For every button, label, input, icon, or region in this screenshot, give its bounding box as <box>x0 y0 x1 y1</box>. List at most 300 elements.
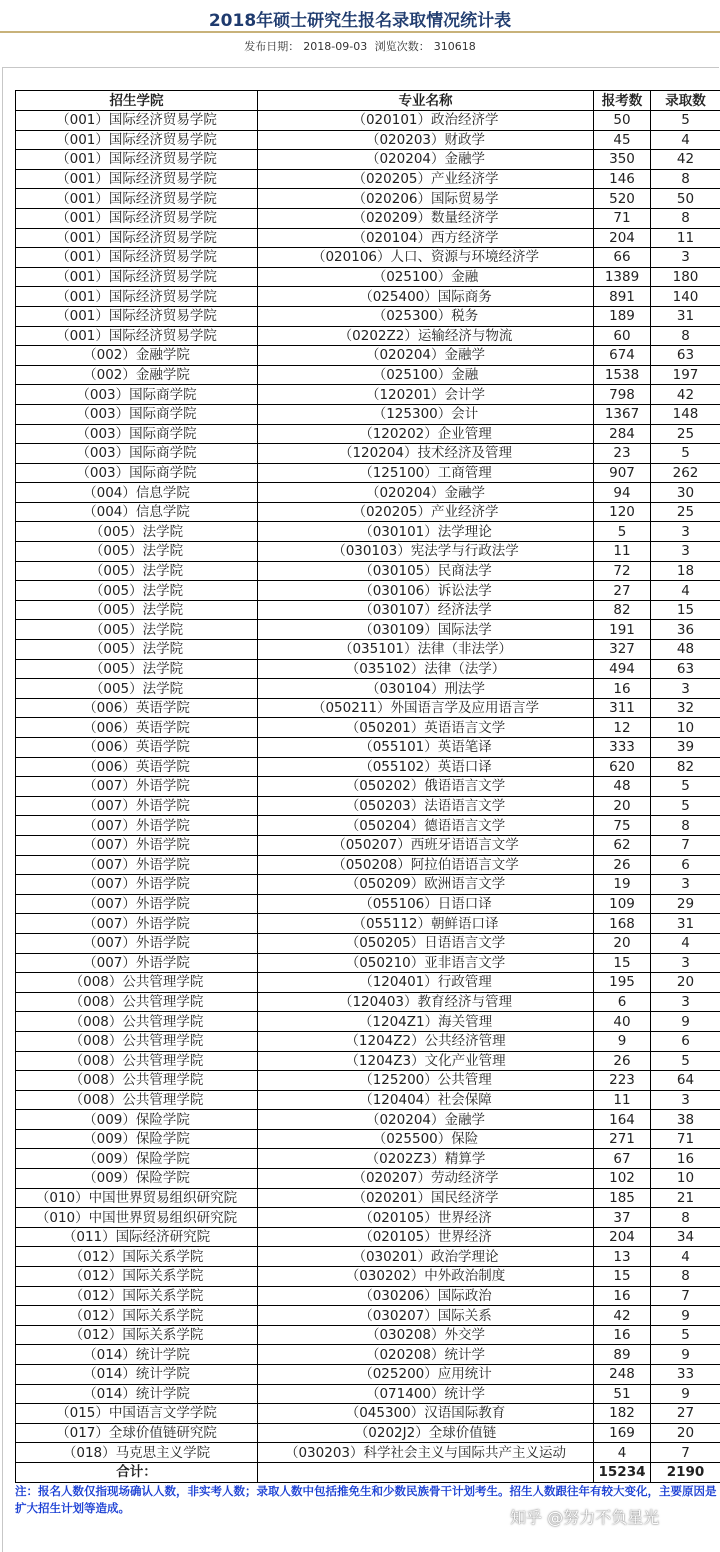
row-admitted: 48 <box>651 640 720 660</box>
row-school: （001）国际经济贸易学院 <box>16 267 258 287</box>
table-row <box>16 1247 720 1267</box>
row-admitted: 4 <box>651 1247 720 1267</box>
table-row <box>16 1031 720 1051</box>
row-major: （1204Z2）公共经济管理 <box>258 1031 594 1051</box>
watermark-author: @努力不负星光 <box>547 1508 659 1527</box>
row-major: （120401）行政管理 <box>258 973 594 993</box>
row-school: （014）统计学院 <box>16 1345 258 1365</box>
row-major: （035102）法律（法学） <box>258 659 594 679</box>
table-row <box>16 600 720 620</box>
row-major: （030107）经济法学 <box>258 600 594 620</box>
row-admitted: 8 <box>651 169 720 189</box>
table-row <box>16 620 720 640</box>
row-school: （008）公共管理学院 <box>16 973 258 993</box>
table-row <box>16 1149 720 1169</box>
row-school: （005）法学院 <box>16 542 258 562</box>
row-applicants: 327 <box>594 640 651 660</box>
row-school: （005）法学院 <box>16 600 258 620</box>
row-admitted: 5 <box>651 777 720 797</box>
stats-table <box>15 90 720 1483</box>
row-applicants: 907 <box>594 463 651 483</box>
row-applicants: 72 <box>594 561 651 581</box>
row-admitted: 31 <box>651 914 720 934</box>
row-school: （004）信息学院 <box>16 502 258 522</box>
row-school: （008）公共管理学院 <box>16 1051 258 1071</box>
row-school: （012）国际关系学院 <box>16 1306 258 1326</box>
row-applicants: 620 <box>594 757 651 777</box>
row-applicants: 169 <box>594 1423 651 1443</box>
row-applicants: 62 <box>594 835 651 855</box>
row-major: （020105）世界经济 <box>258 1227 594 1247</box>
row-applicants: 1538 <box>594 365 651 385</box>
row-admitted: 8 <box>651 1208 720 1228</box>
table-row <box>16 738 720 758</box>
row-school: （003）国际商学院 <box>16 385 258 405</box>
table-row <box>16 1188 720 1208</box>
row-applicants: 1389 <box>594 267 651 287</box>
row-school: （012）国际关系学院 <box>16 1267 258 1287</box>
table-row <box>16 894 720 914</box>
row-applicants: 45 <box>594 130 651 150</box>
row-school: （006）英语学院 <box>16 738 258 758</box>
row-major: （030104）刑法学 <box>258 679 594 699</box>
row-admitted: 148 <box>651 404 720 424</box>
row-applicants: 204 <box>594 1227 651 1247</box>
row-applicants: 20 <box>594 933 651 953</box>
table-row <box>16 502 720 522</box>
row-school: （007）外语学院 <box>16 953 258 973</box>
table-row <box>16 796 720 816</box>
total-applicants: 15234 <box>594 1462 651 1482</box>
row-admitted: 3 <box>651 679 720 699</box>
row-admitted: 32 <box>651 698 720 718</box>
row-applicants: 284 <box>594 424 651 444</box>
row-major: （020104）西方经济学 <box>258 228 594 248</box>
row-admitted: 5 <box>651 1325 720 1345</box>
row-school: （009）保险学院 <box>16 1169 258 1189</box>
row-major: （125200）公共管理 <box>258 1071 594 1091</box>
footnote: 注：报名人数仅指现场确认人数，非实考人数；录取人数中包括推免生和少数民族骨干计划考生。招生人数跟往年有较大变化，主要原因是扩大招生计划等造成。 <box>15 1483 720 1517</box>
row-major: （020208）统计学 <box>258 1345 594 1365</box>
row-major: （020204）金融学 <box>258 483 594 503</box>
row-applicants: 189 <box>594 306 651 326</box>
row-school: （007）外语学院 <box>16 816 258 836</box>
table-row <box>16 1325 720 1345</box>
row-admitted: 5 <box>651 111 720 131</box>
row-admitted: 25 <box>651 502 720 522</box>
table-row <box>16 287 720 307</box>
row-school: （008）公共管理学院 <box>16 1071 258 1091</box>
row-major: （020205）产业经济学 <box>258 502 594 522</box>
table-row <box>16 130 720 150</box>
row-admitted: 11 <box>651 228 720 248</box>
table-row <box>16 875 720 895</box>
row-applicants: 26 <box>594 1051 651 1071</box>
row-school: （007）外语学院 <box>16 933 258 953</box>
row-admitted: 42 <box>651 385 720 405</box>
meta-line <box>0 38 720 54</box>
row-admitted: 38 <box>651 1110 720 1130</box>
row-admitted: 9 <box>651 1384 720 1404</box>
row-admitted: 5 <box>651 444 720 464</box>
row-school: （001）国际经济贸易学院 <box>16 111 258 131</box>
table-header-row <box>16 91 720 111</box>
row-applicants: 67 <box>594 1149 651 1169</box>
table-row <box>16 404 720 424</box>
table-row <box>16 1090 720 1110</box>
row-major: （020204）金融学 <box>258 346 594 366</box>
table-row <box>16 1306 720 1326</box>
table-row <box>16 757 720 777</box>
table-row <box>16 111 720 131</box>
row-major: （020206）国际贸易学 <box>258 189 594 209</box>
row-school: （009）保险学院 <box>16 1110 258 1130</box>
row-school: （010）中国世界贸易组织研究院 <box>16 1208 258 1228</box>
row-major: （050208）阿拉伯语语言文学 <box>258 855 594 875</box>
row-applicants: 9 <box>594 1031 651 1051</box>
row-applicants: 185 <box>594 1188 651 1208</box>
table-row <box>16 1443 720 1463</box>
page-header <box>0 0 720 62</box>
row-major: （020201）国民经济学 <box>258 1188 594 1208</box>
row-applicants: 891 <box>594 287 651 307</box>
row-applicants: 109 <box>594 894 651 914</box>
row-school: （001）国际经济贸易学院 <box>16 130 258 150</box>
row-major: （030103）宪法学与行政法学 <box>258 542 594 562</box>
table-row <box>16 1129 720 1149</box>
row-school: （006）英语学院 <box>16 698 258 718</box>
views-label: 浏览次数： <box>375 40 430 53</box>
row-applicants: 37 <box>594 1208 651 1228</box>
table-row <box>16 777 720 797</box>
row-major: （0202Z3）精算学 <box>258 1149 594 1169</box>
total-admitted: 2190 <box>651 1462 720 1482</box>
row-school: （001）国际经济贸易学院 <box>16 287 258 307</box>
row-admitted: 8 <box>651 816 720 836</box>
table-row <box>16 698 720 718</box>
row-major: （050203）法语语言文学 <box>258 796 594 816</box>
row-school: （014）统计学院 <box>16 1365 258 1385</box>
row-school: （010）中国世界贸易组织研究院 <box>16 1188 258 1208</box>
views-count: 310618 <box>434 40 476 53</box>
table-row <box>16 189 720 209</box>
row-school: （003）国际商学院 <box>16 404 258 424</box>
table-row <box>16 1267 720 1287</box>
row-applicants: 195 <box>594 973 651 993</box>
row-admitted: 63 <box>651 346 720 366</box>
row-major: （050207）西班牙语语言文学 <box>258 835 594 855</box>
row-applicants: 12 <box>594 718 651 738</box>
row-major: （120201）会计学 <box>258 385 594 405</box>
row-admitted: 18 <box>651 561 720 581</box>
row-applicants: 48 <box>594 777 651 797</box>
publish-date: 2018-09-03 <box>303 40 367 53</box>
row-applicants: 71 <box>594 208 651 228</box>
table-row <box>16 267 720 287</box>
row-major: （055106）日语口译 <box>258 894 594 914</box>
title-divider <box>0 31 720 33</box>
row-major: （050204）德语语言文学 <box>258 816 594 836</box>
row-major: （120404）社会保障 <box>258 1090 594 1110</box>
row-applicants: 798 <box>594 385 651 405</box>
row-major: （025300）税务 <box>258 306 594 326</box>
row-applicants: 11 <box>594 542 651 562</box>
table-row <box>16 835 720 855</box>
row-major: （020106）人口、资源与环境经济学 <box>258 248 594 268</box>
row-major: （055112）朝鲜语口译 <box>258 914 594 934</box>
row-school: （006）英语学院 <box>16 718 258 738</box>
table-row <box>16 326 720 346</box>
row-admitted: 42 <box>651 150 720 170</box>
table-row <box>16 640 720 660</box>
row-school: （003）国际商学院 <box>16 444 258 464</box>
table-row <box>16 346 720 366</box>
row-admitted: 3 <box>651 522 720 542</box>
row-major: （045300）汉语国际教育 <box>258 1404 594 1424</box>
row-school: （003）国际商学院 <box>16 463 258 483</box>
row-major: （020205）产业经济学 <box>258 169 594 189</box>
row-school: （006）英语学院 <box>16 757 258 777</box>
table-row <box>16 933 720 953</box>
row-applicants: 223 <box>594 1071 651 1091</box>
row-applicants: 16 <box>594 1286 651 1306</box>
row-applicants: 248 <box>594 1365 651 1385</box>
row-major: （125100）工商管理 <box>258 463 594 483</box>
row-admitted: 20 <box>651 1423 720 1443</box>
table-row <box>16 1051 720 1071</box>
row-admitted: 33 <box>651 1365 720 1385</box>
row-major: （1204Z1）海关管理 <box>258 1012 594 1032</box>
row-applicants: 520 <box>594 189 651 209</box>
row-applicants: 1367 <box>594 404 651 424</box>
row-admitted: 7 <box>651 1443 720 1463</box>
total-empty <box>258 1462 594 1482</box>
row-school: （005）法学院 <box>16 659 258 679</box>
row-school: （015）中国语言文学学院 <box>16 1404 258 1424</box>
row-admitted: 9 <box>651 1012 720 1032</box>
row-school: （005）法学院 <box>16 561 258 581</box>
table-row <box>16 1227 720 1247</box>
row-school: （009）保险学院 <box>16 1149 258 1169</box>
table-row <box>16 1208 720 1228</box>
table-row <box>16 1110 720 1130</box>
row-applicants: 75 <box>594 816 651 836</box>
row-applicants: 182 <box>594 1404 651 1424</box>
table-row <box>16 679 720 699</box>
table-row <box>16 208 720 228</box>
row-school: （008）公共管理学院 <box>16 992 258 1012</box>
row-applicants: 674 <box>594 346 651 366</box>
table-row <box>16 424 720 444</box>
row-major: （025100）金融 <box>258 267 594 287</box>
row-admitted: 15 <box>651 600 720 620</box>
row-school: （012）国际关系学院 <box>16 1247 258 1267</box>
row-applicants: 5 <box>594 522 651 542</box>
row-school: （007）外语学院 <box>16 914 258 934</box>
table-row <box>16 1404 720 1424</box>
total-row <box>16 1462 720 1482</box>
table-row <box>16 1071 720 1091</box>
row-school: （001）国际经济贸易学院 <box>16 150 258 170</box>
row-major: （020209）数量经济学 <box>258 208 594 228</box>
table-row <box>16 169 720 189</box>
table-row <box>16 659 720 679</box>
row-applicants: 16 <box>594 1325 651 1345</box>
row-major: （025500）保险 <box>258 1129 594 1149</box>
row-major: （030203）科学社会主义与国际共产主义运动 <box>258 1443 594 1463</box>
table-row <box>16 542 720 562</box>
row-school: （001）国际经济贸易学院 <box>16 169 258 189</box>
table-row <box>16 463 720 483</box>
row-school: （001）国际经济贸易学院 <box>16 189 258 209</box>
table-row <box>16 1169 720 1189</box>
row-applicants: 60 <box>594 326 651 346</box>
row-major: （0202Z2）运输经济与物流 <box>258 326 594 346</box>
row-major: （050205）日语语言文学 <box>258 933 594 953</box>
row-admitted: 3 <box>651 953 720 973</box>
row-school: （018）马克思主义学院 <box>16 1443 258 1463</box>
table-row <box>16 561 720 581</box>
table-row <box>16 522 720 542</box>
row-major: （120202）企业管理 <box>258 424 594 444</box>
table-row <box>16 973 720 993</box>
row-applicants: 13 <box>594 1247 651 1267</box>
table-body <box>16 111 720 1463</box>
row-school: （002）金融学院 <box>16 346 258 366</box>
row-admitted: 6 <box>651 855 720 875</box>
row-admitted: 7 <box>651 1286 720 1306</box>
row-admitted: 4 <box>651 130 720 150</box>
row-admitted: 10 <box>651 718 720 738</box>
row-school: （012）国际关系学院 <box>16 1286 258 1306</box>
table-row <box>16 228 720 248</box>
total-label: 合计： <box>16 1462 258 1482</box>
row-major: （020101）政治经济学 <box>258 111 594 131</box>
table-row <box>16 953 720 973</box>
row-applicants: 191 <box>594 620 651 640</box>
row-major: （030206）国际政治 <box>258 1286 594 1306</box>
row-major: （030105）民商法学 <box>258 561 594 581</box>
row-admitted: 71 <box>651 1129 720 1149</box>
row-applicants: 27 <box>594 581 651 601</box>
row-major: （030101）法学理论 <box>258 522 594 542</box>
row-admitted: 5 <box>651 796 720 816</box>
row-applicants: 204 <box>594 228 651 248</box>
row-school: （017）全球价值链研究院 <box>16 1423 258 1443</box>
table-row <box>16 1345 720 1365</box>
row-applicants: 4 <box>594 1443 651 1463</box>
table-row <box>16 1365 720 1385</box>
row-school: （004）信息学院 <box>16 483 258 503</box>
row-admitted: 39 <box>651 738 720 758</box>
table-row <box>16 718 720 738</box>
row-major: （030109）国际法学 <box>258 620 594 640</box>
row-admitted: 6 <box>651 1031 720 1051</box>
row-applicants: 50 <box>594 111 651 131</box>
row-school: （002）金融学院 <box>16 365 258 385</box>
row-admitted: 4 <box>651 581 720 601</box>
row-admitted: 7 <box>651 835 720 855</box>
row-applicants: 15 <box>594 953 651 973</box>
row-applicants: 271 <box>594 1129 651 1149</box>
row-major: （0202J2）全球价值链 <box>258 1423 594 1443</box>
watermark-platform: 知乎 <box>510 1508 542 1527</box>
row-applicants: 66 <box>594 248 651 268</box>
row-major: （125300）会计 <box>258 404 594 424</box>
row-applicants: 311 <box>594 698 651 718</box>
row-major: （120204）技术经济及管理 <box>258 444 594 464</box>
row-major: （035101）法律（非法学） <box>258 640 594 660</box>
row-major: （025200）应用统计 <box>258 1365 594 1385</box>
table-row <box>16 306 720 326</box>
row-school: （001）国际经济贸易学院 <box>16 208 258 228</box>
row-admitted: 16 <box>651 1149 720 1169</box>
row-admitted: 34 <box>651 1227 720 1247</box>
table-row <box>16 914 720 934</box>
row-school: （007）外语学院 <box>16 777 258 797</box>
row-applicants: 168 <box>594 914 651 934</box>
row-major: （050209）欧洲语言文学 <box>258 875 594 895</box>
row-major: （050201）英语语言文学 <box>258 718 594 738</box>
row-admitted: 21 <box>651 1188 720 1208</box>
row-applicants: 164 <box>594 1110 651 1130</box>
row-school: （007）外语学院 <box>16 835 258 855</box>
row-applicants: 89 <box>594 1345 651 1365</box>
row-major: （025100）金融 <box>258 365 594 385</box>
row-admitted: 64 <box>651 1071 720 1091</box>
row-applicants: 16 <box>594 679 651 699</box>
row-applicants: 350 <box>594 150 651 170</box>
row-applicants: 146 <box>594 169 651 189</box>
row-major: （020204）金融学 <box>258 1110 594 1130</box>
table-row <box>16 483 720 503</box>
row-school: （001）国际经济贸易学院 <box>16 326 258 346</box>
row-admitted: 8 <box>651 208 720 228</box>
row-school: （008）公共管理学院 <box>16 1012 258 1032</box>
row-major: （1204Z3）文化产业管理 <box>258 1051 594 1071</box>
table-row <box>16 365 720 385</box>
col-header-applicants: 报考数 <box>594 91 651 111</box>
table-row <box>16 1012 720 1032</box>
row-major: （030201）政治学理论 <box>258 1247 594 1267</box>
row-major: （030202）中外政治制度 <box>258 1267 594 1287</box>
table-row <box>16 385 720 405</box>
row-applicants: 20 <box>594 796 651 816</box>
row-applicants: 82 <box>594 600 651 620</box>
row-major: （120403）教育经济与管理 <box>258 992 594 1012</box>
col-header-school: 招生学院 <box>16 91 258 111</box>
row-major: （030207）国际关系 <box>258 1306 594 1326</box>
row-major: （020203）财政学 <box>258 130 594 150</box>
page-title: 2018年硕士研究生报名录取情况统计表 <box>0 6 720 31</box>
row-major: （050211）外国语言学及应用语言学 <box>258 698 594 718</box>
table-row <box>16 1286 720 1306</box>
watermark <box>510 1505 659 1528</box>
row-major: （030106）诉讼法学 <box>258 581 594 601</box>
row-school: （009）保险学院 <box>16 1129 258 1149</box>
row-admitted: 31 <box>651 306 720 326</box>
row-admitted: 63 <box>651 659 720 679</box>
row-admitted: 3 <box>651 1090 720 1110</box>
row-admitted: 8 <box>651 1267 720 1287</box>
row-applicants: 26 <box>594 855 651 875</box>
publish-label: 发布日期： <box>244 40 299 53</box>
row-applicants: 42 <box>594 1306 651 1326</box>
row-admitted: 9 <box>651 1345 720 1365</box>
row-admitted: 3 <box>651 248 720 268</box>
table-row <box>16 248 720 268</box>
row-school: （001）国际经济贸易学院 <box>16 248 258 268</box>
